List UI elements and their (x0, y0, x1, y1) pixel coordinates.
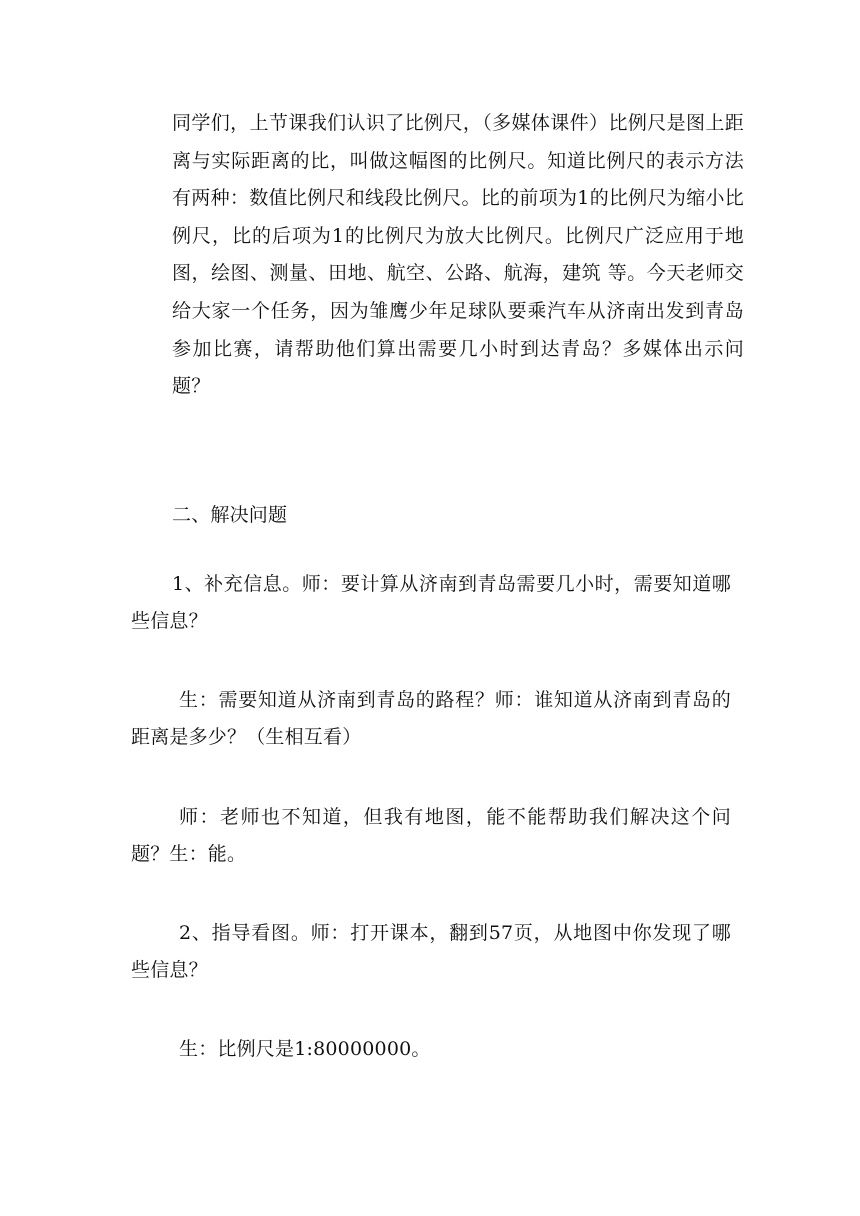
paragraph-supplement-info: 1、补充信息。师：要计算从济南到青岛需要几小时，需要知道哪些信息？ (131, 573, 731, 632)
paragraph-teacher-map: 师：老师也不知道，但我有地图，能不能帮助我们解决这个问题？生：能。 (131, 806, 731, 865)
section-heading: 二、解决问题 (172, 504, 288, 526)
paragraph-scale-answer: 生：比例尺是1:80000000。 (179, 1038, 431, 1060)
intro-paragraph: 同学们，上节课我们认识了比例尺，（多媒体课件）比例尺是图上距离与实际距离的比，叫做这幅图的比例尺。知道比例尺的表示方法有两种：数值比例尺和线段比例尺。比的前项为1的比例尺为缩小比例尺，比的后项为1的比例尺为放大比例尺。比例尺广泛应用于地图，绘图、测量、田地、航空、公路、航海，建筑 等。今天老师交给大家一个任务，因为雏鹰少年足球队要乘汽车从济南出发到青岛参加比赛，请帮助他们算出需要几小时到达青岛？多媒体出示问题？ (172, 112, 744, 398)
paragraph-guide-map: 2、指导看图。师：打开课本，翻到57页，从地图中你发现了哪些信息？ (131, 922, 731, 981)
paragraph-student-route: 生：需要知道从济南到青岛的路程？师：谁知道从济南到青岛的距离是多少？（生相互看） (131, 689, 731, 748)
